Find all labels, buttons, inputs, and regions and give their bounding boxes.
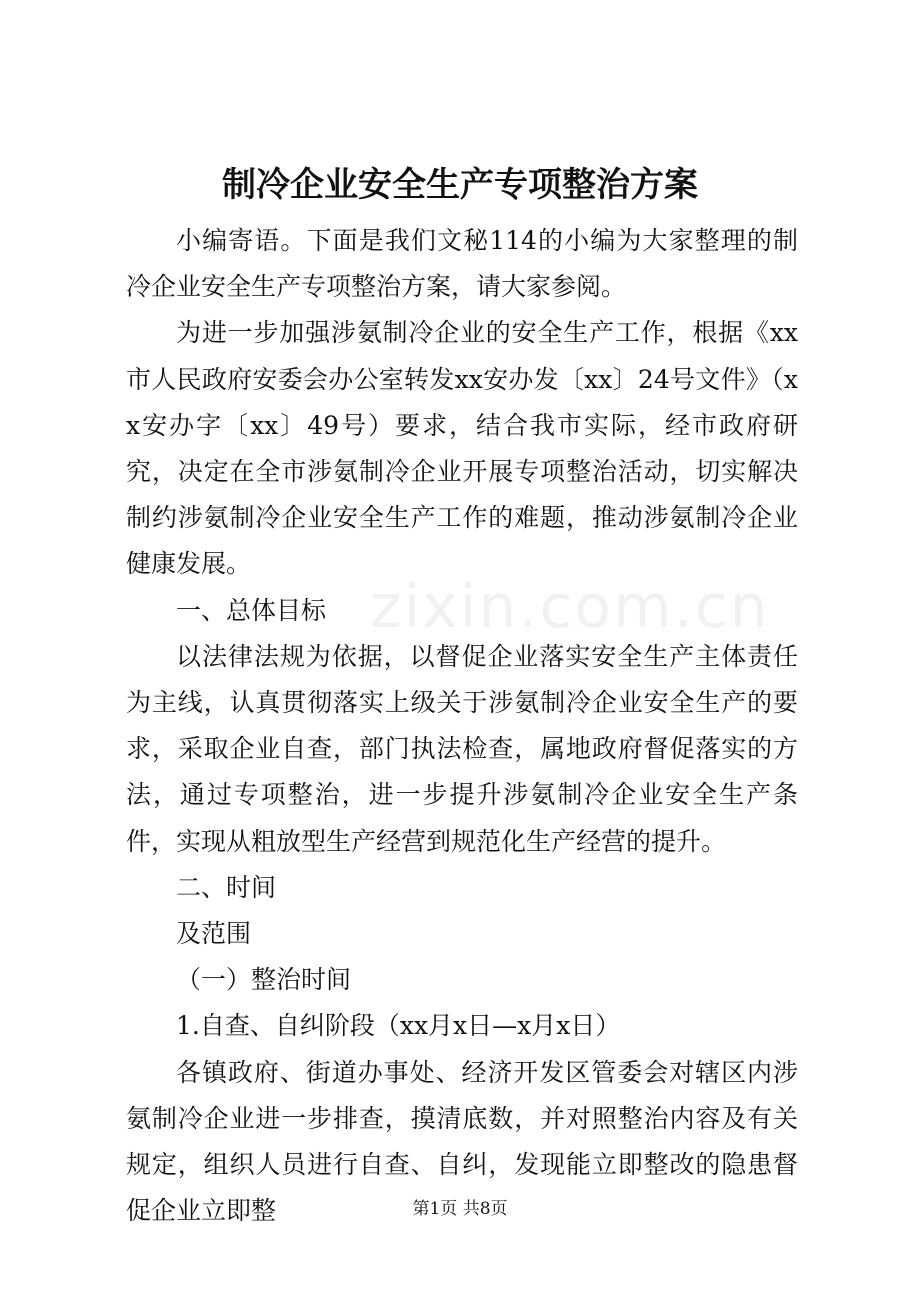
subheading-rectification-time: （一）整治时间 [176, 965, 352, 995]
paragraph-background: 为进一步加强涉氨制冷企业的安全生产工作，根据《xx市人民政府安委会办公室转发xx安办发〔xx〕24号文件》（xx安办字〔xx〕49号）要求，结合我市实际，经市政府研究，决定在全市涉氨制冷企业开展专项整治活动，切实解决制约涉氨制冷企业安全生产工作的难题，推动涉氨制冷企业健康发展。 [126, 318, 798, 579]
paragraph-self-check: 各镇政府、街道办事处、经济开发区管委会对辖区内涉氨制冷企业进一步排查，摸清底数，并对照整治内容及有关规定，组织人员进行自查、自纠，发现能立即整改的隐患督促企业立即整 [126, 1057, 798, 1226]
subheading-self-check-stage: 1.自查、自纠阶段（xx月x日—x月x日） [176, 1011, 621, 1041]
heading-scope: 及范围 [176, 919, 252, 949]
watermark: zixin.com.cn [370, 572, 770, 642]
document-body [126, 218, 798, 1234]
heading-overall-goal: 一、总体目标 [176, 595, 327, 625]
paragraph-intro: 小编寄语。下面是我们文秘114的小编为大家整理的制冷企业安全生产专项整治方案，请大家参阅。 [126, 226, 798, 302]
heading-time: 二、时间 [176, 872, 277, 902]
page-footer: 第1页 共8页 [412, 1199, 508, 1219]
document-title: 制冷企业安全生产专项整治方案 [222, 165, 698, 205]
paragraph-goal: 以法律法规为依据，以督促企业落实安全生产主体责任为主线，认真贯彻落实上级关于涉氨制冷企业安全生产的要求，采取企业自查，部门执法检查，属地政府督促落实的方法，通过专项整治，进一步提升涉氨制冷企业安全生产条件，实现从粗放型生产经营到规范化生产经营的提升。 [126, 641, 798, 856]
